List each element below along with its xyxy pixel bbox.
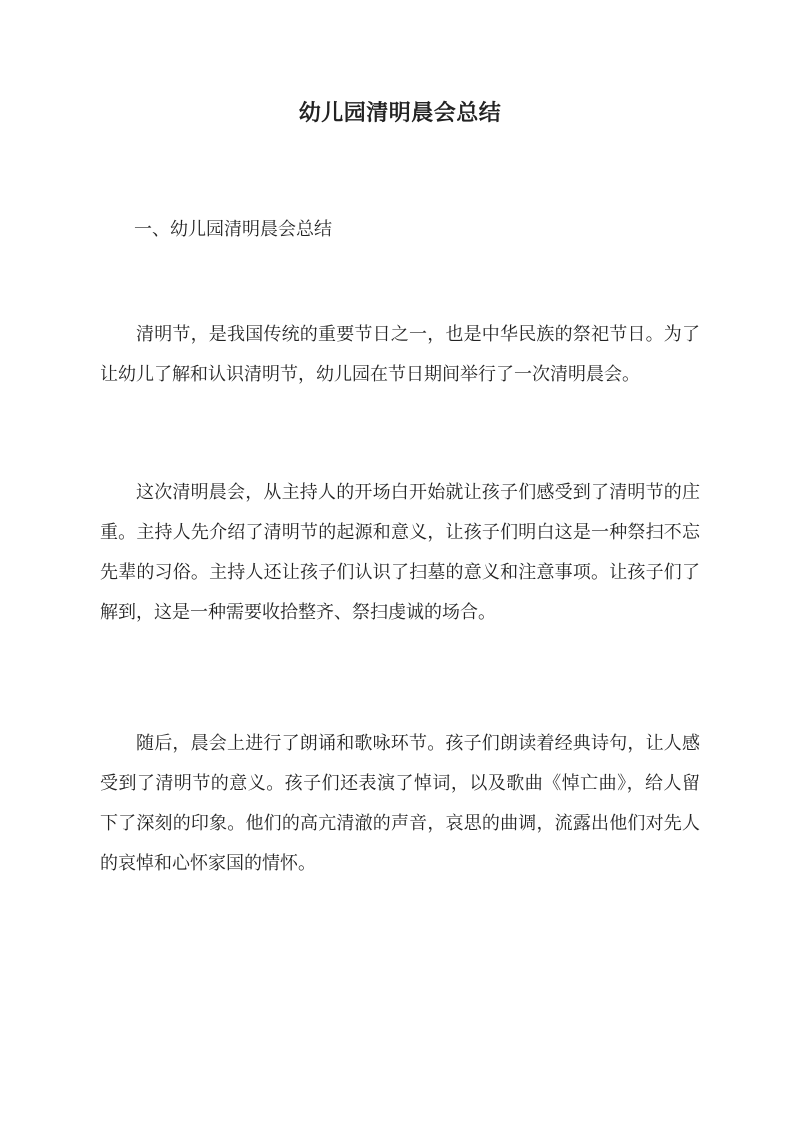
- paragraph-1: 清明节，是我国传统的重要节日之一，也是中华民族的祭祀节日。为了让幼儿了解和认识清明节，幼儿园在节日期间举行了一次清明晨会。: [100, 324, 700, 385]
- document-title: 幼儿园清明晨会总结: [298, 100, 502, 126]
- section-heading: 一、幼儿园清明晨会总结: [134, 219, 332, 240]
- paragraph-3: 随后，晨会上进行了朗诵和歌咏环节。孩子们朗读着经典诗句，让人感受到了清明节的意义。孩子们还表演了悼词，以及歌曲《悼亡曲》，给人留下了深刻的印象。他们的高亢清澈的声音，哀思的曲调，流露出他们对先人的哀悼和心怀家国的情怀。: [100, 733, 700, 874]
- paragraph-2: 这次清明晨会，从主持人的开场白开始就让孩子们感受到了清明节的庄重。主持人先介绍了清明节的起源和意义，让孩子们明白这是一种祭扫不忘先辈的习俗。主持人还让孩子们认识了扫墓的意义和注意事项。让孩子们了解到，这是一种需要收拾整齐、祭扫虔诚的场合。: [100, 482, 700, 623]
